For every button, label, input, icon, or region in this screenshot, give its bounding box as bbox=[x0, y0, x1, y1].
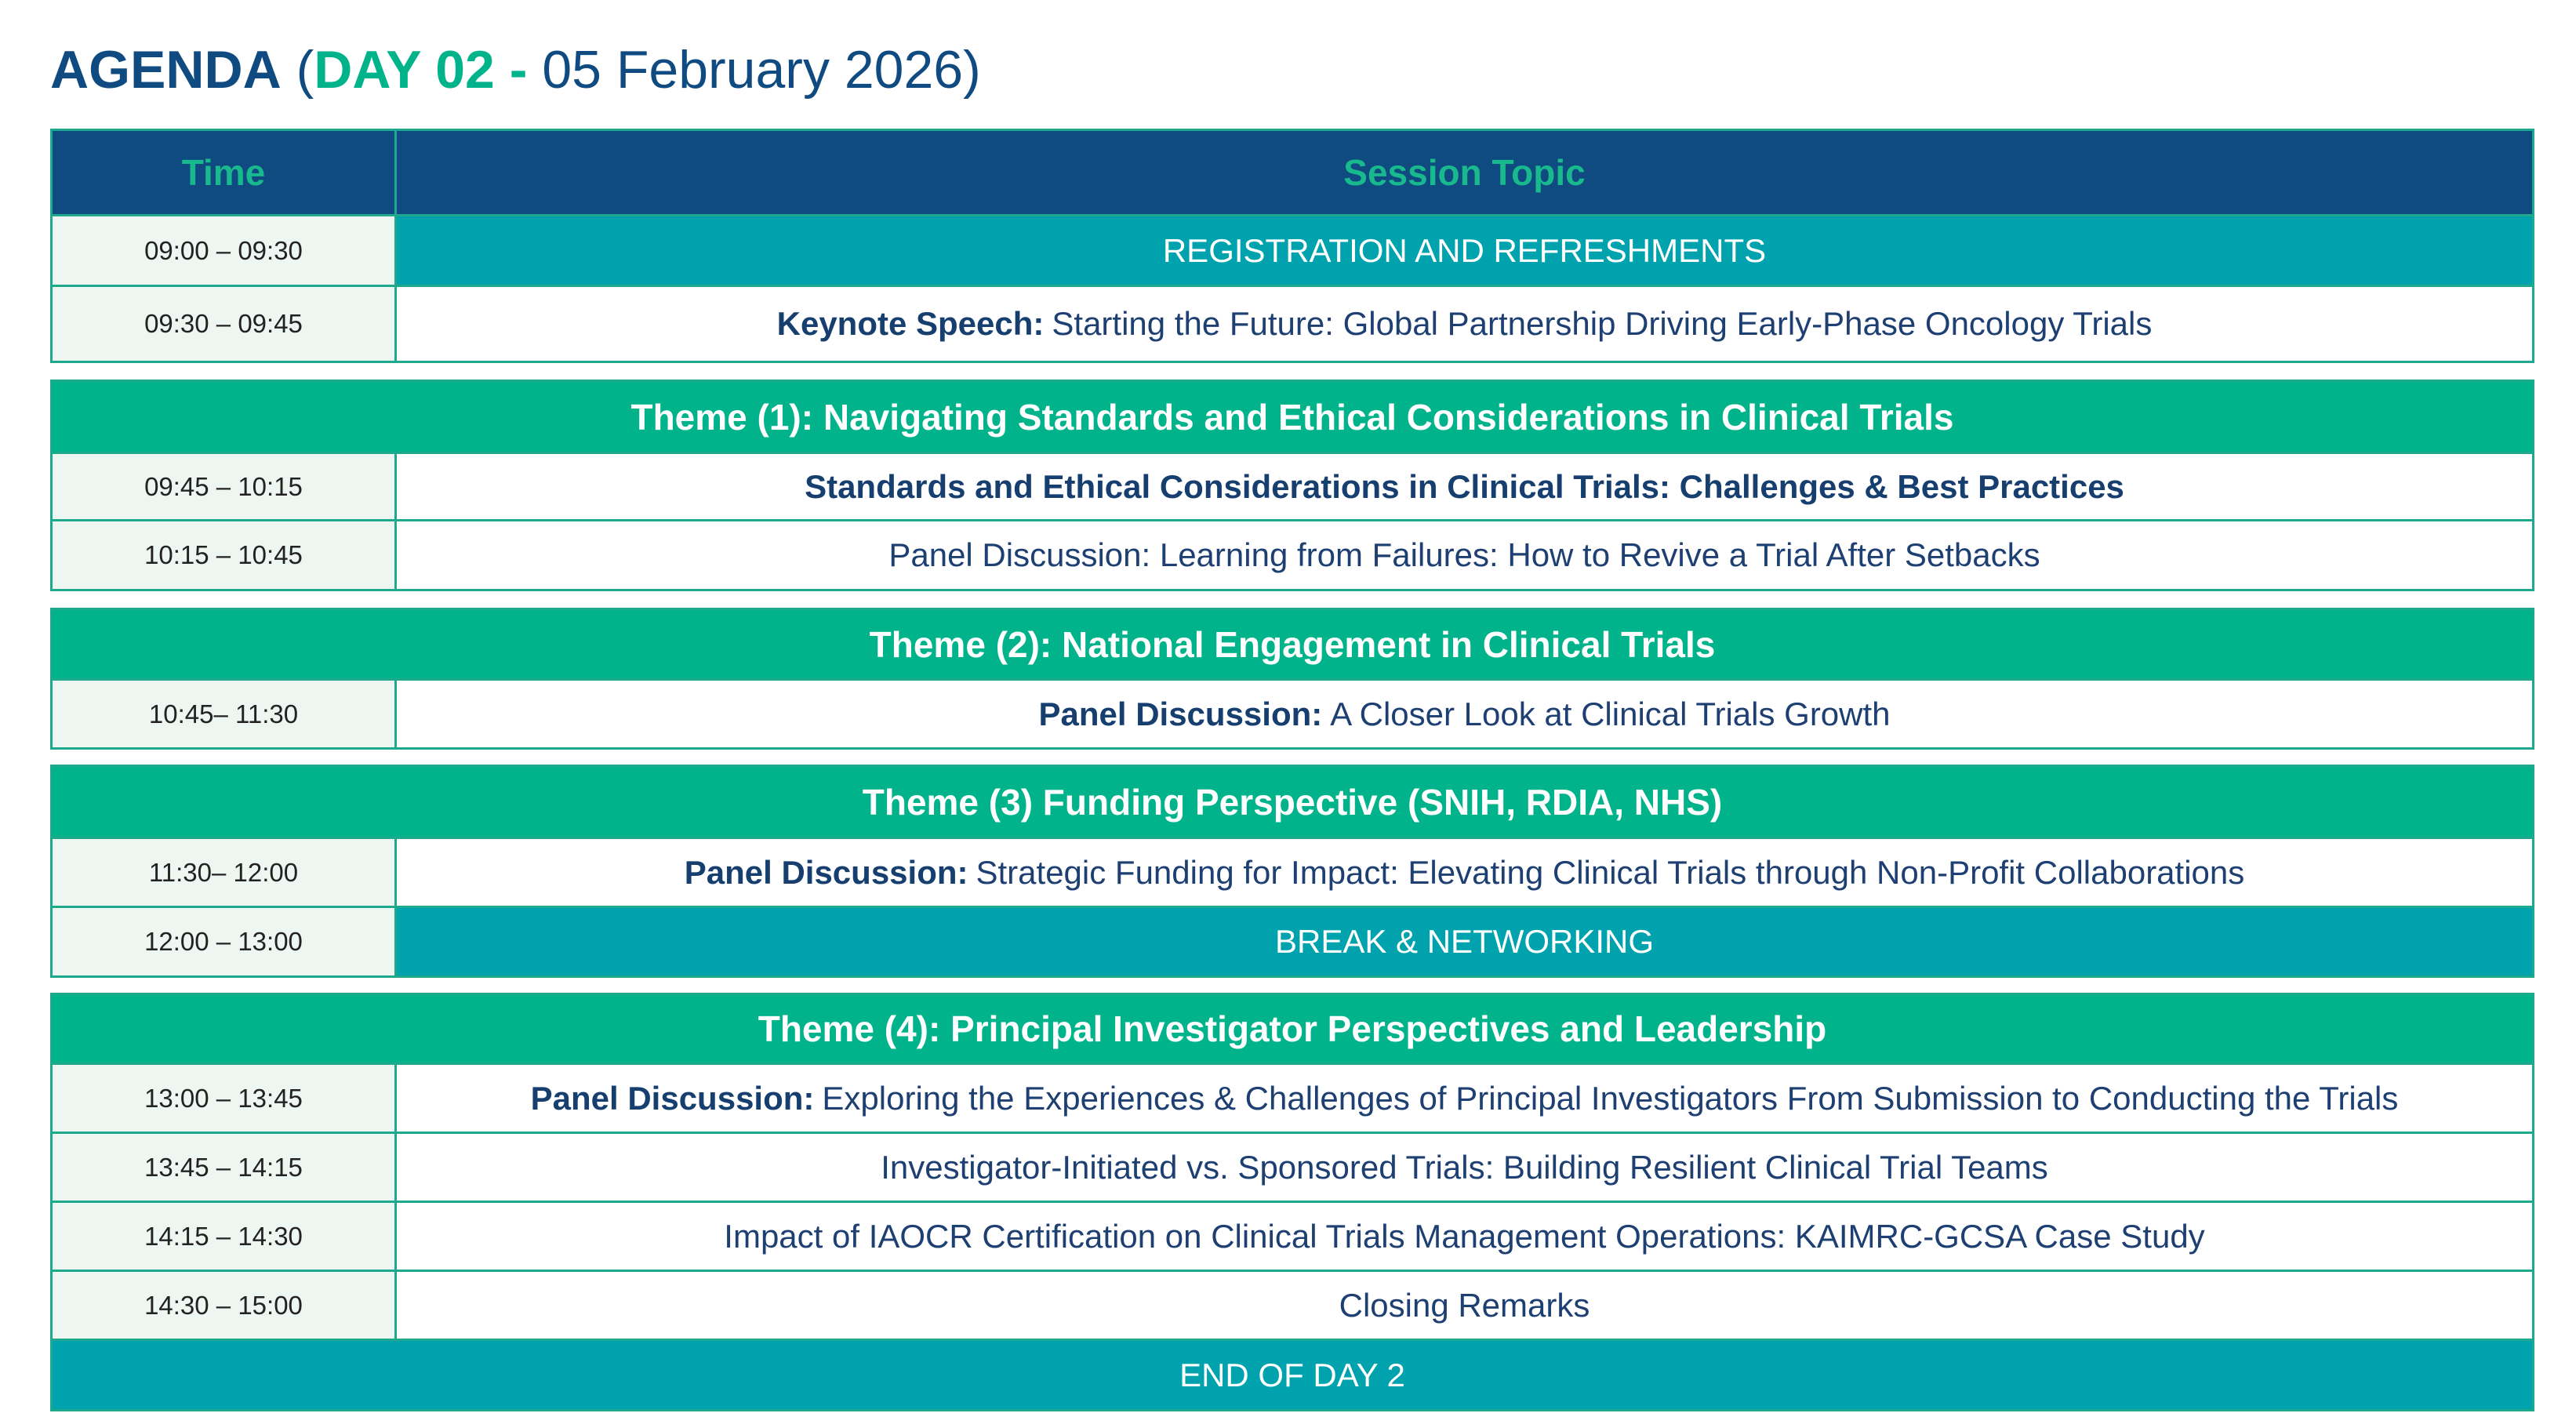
time-cell: 14:15 – 14:30 bbox=[53, 1203, 397, 1270]
page-title: AGENDA (DAY 02 - 05 February 2026) bbox=[50, 40, 981, 100]
header-time: Time bbox=[53, 131, 397, 214]
topic-cell: REGISTRATION AND REFRESHMENTS bbox=[397, 216, 2532, 285]
theme-2-block bbox=[50, 608, 2534, 750]
time-cell: 09:00 – 09:30 bbox=[53, 216, 397, 285]
table-row bbox=[50, 681, 2534, 750]
time-cell: 11:30– 12:00 bbox=[53, 839, 397, 906]
theme-4-block bbox=[50, 993, 2534, 1411]
theme-heading: Theme (2): National Engagement in Clinical Trials bbox=[50, 608, 2534, 681]
table-row bbox=[50, 1272, 2534, 1341]
topic-cell: Standards and Ethical Considerations in Clinical Trials: Challenges & Best Practices bbox=[805, 467, 2124, 505]
time-cell: 10:45– 11:30 bbox=[53, 681, 397, 747]
time-cell: 12:00 – 13:00 bbox=[53, 908, 397, 975]
table-row bbox=[50, 1065, 2534, 1134]
table-row bbox=[50, 839, 2534, 908]
theme-heading: Theme (1): Navigating Standards and Ethical Considerations in Clinical Trials bbox=[50, 380, 2534, 454]
topic-cell: Impact of IAOCR Certification on Clinical Trials Management Operations: KAIMRC-GCSA Case Study bbox=[724, 1217, 2205, 1255]
table-row bbox=[50, 1134, 2534, 1203]
topic-cell: Panel Discussion: Strategic Funding for Impact: Elevating Clinical Trials through Non-Profit Collaborations bbox=[684, 853, 2245, 891]
topic-cell: Panel Discussion: Learning from Failures: How to Revive a Trial After Setbacks bbox=[888, 536, 2040, 573]
theme-heading: Theme (3) Funding Perspective (SNIH, RDIA, NHS) bbox=[50, 765, 2534, 839]
topic-cell: Panel Discussion: Exploring the Experiences & Challenges of Principal Investigators From Submission to Conducting the Trials bbox=[530, 1079, 2399, 1117]
end-of-day-row: END OF DAY 2 bbox=[50, 1341, 2534, 1411]
time-cell: 13:00 – 13:45 bbox=[53, 1065, 397, 1132]
time-cell: 13:45 – 14:15 bbox=[53, 1134, 397, 1201]
table-header bbox=[50, 129, 2534, 216]
time-cell: 14:30 – 15:00 bbox=[53, 1272, 397, 1339]
time-cell: 09:30 – 09:45 bbox=[53, 287, 397, 361]
theme-heading: Theme (4): Principal Investigator Perspectives and Leadership bbox=[50, 993, 2534, 1065]
time-cell: 10:15 – 10:45 bbox=[53, 521, 397, 589]
topic-cell: Closing Remarks bbox=[1339, 1286, 1590, 1324]
table-row bbox=[50, 908, 2534, 978]
header-topic: Session Topic bbox=[1343, 152, 1586, 193]
agenda-table-block-1 bbox=[50, 129, 2534, 363]
topic-cell: Panel Discussion: A Closer Look at Clinical Trials Growth bbox=[1038, 695, 1891, 732]
time-cell: 09:45 – 10:15 bbox=[53, 454, 397, 519]
topic-cell: Keynote Speech: Starting the Future: Global Partnership Driving Early-Phase Oncology Trials bbox=[776, 305, 2153, 342]
topic-cell: Investigator-Initiated vs. Sponsored Trials: Building Resilient Clinical Trial Teams bbox=[881, 1148, 2048, 1186]
table-row bbox=[50, 216, 2534, 287]
table-row bbox=[50, 1203, 2534, 1272]
table-row bbox=[50, 287, 2534, 363]
topic-cell: BREAK & NETWORKING bbox=[397, 908, 2532, 975]
theme-1-block bbox=[50, 380, 2534, 591]
table-row bbox=[50, 521, 2534, 591]
table-row bbox=[50, 454, 2534, 521]
theme-3-block bbox=[50, 765, 2534, 978]
